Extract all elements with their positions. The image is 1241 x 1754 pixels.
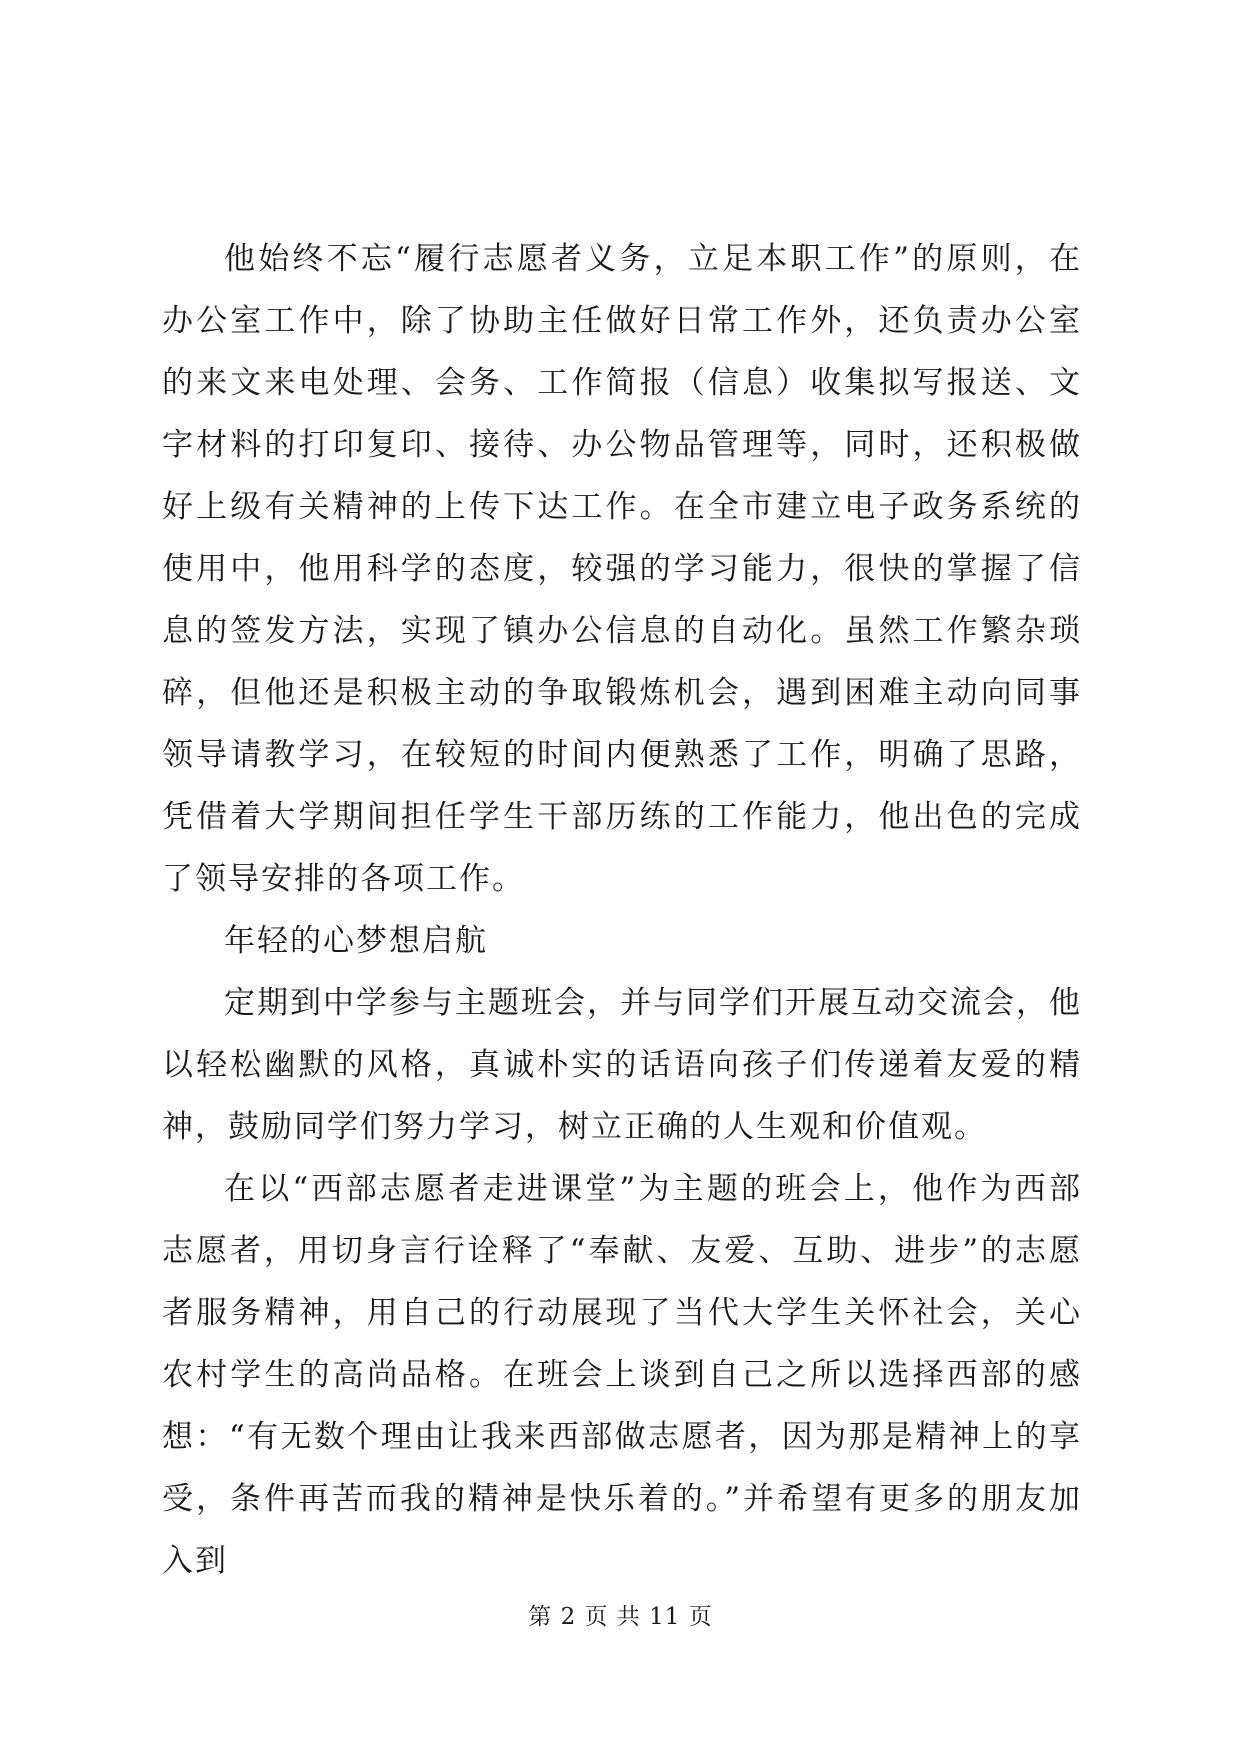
page-number-footer: 第 2 页 共 11 页: [528, 1604, 713, 1630]
paragraph-work-duties: 他始终不忘“履行志愿者义务，立足本职工作”的原则，在办公室工作中，除了协助主任做好日常工作外，还负责办公室的来文来电处理、会务、工作简报（信息）收集拟写报送、文字材料的打印复印、接待、办公物品管理等，同时，还积极做好上级有关精神的上传下达工作。在全市建立电子政务系统的使用中，他用科学的态度，较强的学习能力，很快的掌握了信息的签发方法，实现了镇办公信息的自动化。虽然工作繁杂琐碎，但他还是积极主动的争取锻炼机会，遇到困难主动向同事领导请教学习，在较短的时间内便熟悉了工作，明确了思路，凭借着大学期间担任学生干部历练的工作能力，他出色的完成了领导安排的各项工作。: [162, 241, 1082, 897]
paragraph-class-meeting: 定期到中学参与主题班会，并与同学们开展互动交流会，他以轻松幽默的风格，真诚朴实的话语向孩子们传递着友爱的精神，鼓励同学们努力学习，树立正确的人生观和价值观。: [162, 985, 1082, 1145]
section-heading: 年轻的心梦想启航: [224, 923, 488, 959]
document-body: [162, 228, 1082, 1592]
paragraph-western-volunteer: 在以“西部志愿者走进课堂”为主题的班会上，他作为西部志愿者，用切身言行诠释了“奉献、友爱、互助、进步”的志愿者服务精神，用自己的行动展现了当代大学生关怀社会，关心农村学生的高尚品格。在班会上谈到自己之所以选择西部的感想：“有无数个理由让我来西部做志愿者，因为那是精神上的享受，条件再苦而我的精神是快乐着的。”并希望有更多的朋友加入到: [162, 1171, 1082, 1579]
